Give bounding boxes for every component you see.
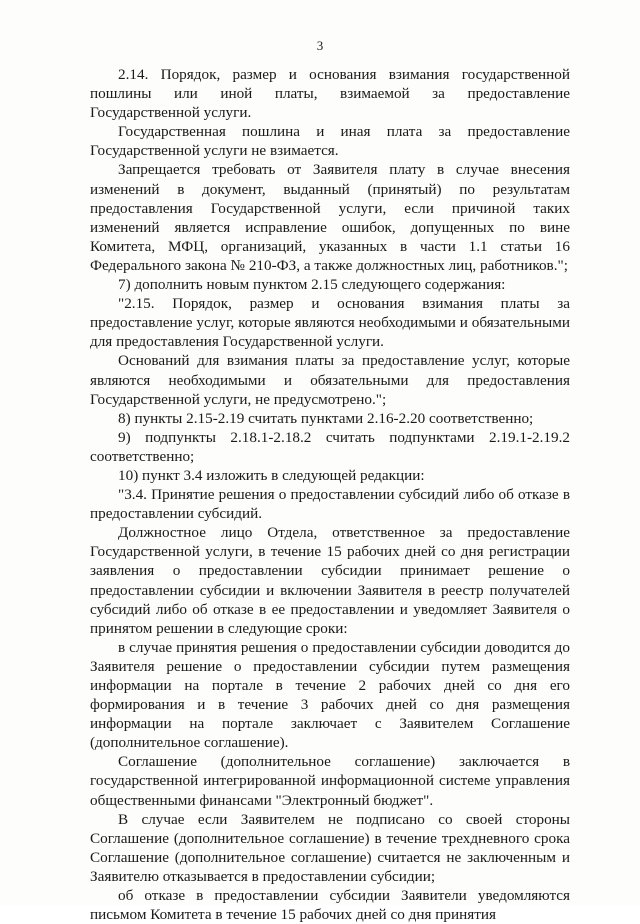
paragraph-3-4-decision: Должностное лицо Отдела, ответственное за предоставление Государственной услуги, в течение 15 рабочих дней со дня регистрации заявления о предоставлении субсидии принимает решение о предоставлении субсидии и включении Заявителя в реестр получателей субсидий либо об отказе в ее предоставлении и уведомляет Заявителя о принятом решении в следующие сроки:: [90, 524, 570, 637]
paragraph-amendment-8: 8) пункты 2.15-2.19 считать пунктами 2.16-2.20 соответственно;: [118, 409, 534, 427]
paragraph-amendment-10: 10) пункт 3.4 изложить в следующей редакции:: [118, 466, 425, 484]
paragraph-2-14-heading: 2.14. Порядок, размер и основания взимания государственной пошлины или иной платы, взимаемой за предоставление Государственной услуги.: [90, 66, 570, 122]
paragraph-2-15-heading: "2.15. Порядок, размер и основания взимания платы за предоставление услуг, которые являются необходимыми и обязательными для предоставления Государственной услуги.: [90, 295, 570, 351]
paragraph-amendment-7: 7) дополнить новым пунктом 2.15 следующего содержания:: [118, 276, 506, 294]
paragraph-3-4-unsigned: В случае если Заявителем не подписано со своей стороны Соглашение (дополнительное соглашение) в течение трехдневного срока Соглашение (дополнительное соглашение) считается не заключенным и Заявителю отказывается в предоставлении субсидии;: [90, 810, 570, 885]
paragraph-3-4-agreement: Соглашение (дополнительное соглашение) заключается в государственной интегрированной информационной системе управления общественными финансами "Электронный бюджет".: [90, 753, 570, 809]
paragraph-amendment-9: 9) подпункты 2.18.1-2.18.2 считать подпунктами 2.19.1-2.19.2 соответственно;: [90, 428, 570, 465]
paragraph-3-4-heading: "3.4. Принятие решения о предоставлении субсидий либо об отказе в предоставлении субсидий.: [90, 486, 570, 523]
paragraph-fee-not-charged: Государственная пошлина и иная плата за предоставление Государственной услуги не взимается.: [90, 123, 570, 160]
document-body: [90, 65, 570, 924]
paragraph-3-4-approval: в случае принятия решения о предоставлении субсидии доводится до Заявителя решение о предоставлении субсидии путем размещения информации на портале в течение 2 рабочих дней со дня его формирования и в течение 3 рабочих дней со дня размещения информации на портале заключает с Заявителем Соглашение (дополнительное соглашение).: [90, 638, 570, 752]
page-number: 3: [316, 38, 324, 53]
paragraph-3-4-refusal: об отказе в предоставлении субсидии Заявители уведомляются письмом Комитета в течение 15 рабочих дней со дня принятия: [90, 887, 570, 924]
paragraph-fee-prohibition: Запрещается требовать от Заявителя плату в случае внесения изменений в документ, выданный (принятый) по результатам предоставления Государственной услуги, если причиной таких изменений является исправление ошибок, допущенных по вине Комитета, МФЦ, организаций, указанных в части 1.1 статьи 16 Федерального закона № 210-ФЗ, а также должностных лиц, работников.";: [90, 161, 570, 274]
paragraph-2-15-body: Оснований для взимания платы за предоставление услуг, которые являются необходимыми и обязательными для предоставления Государственной услуги, не предусмотрено.";: [90, 352, 570, 408]
